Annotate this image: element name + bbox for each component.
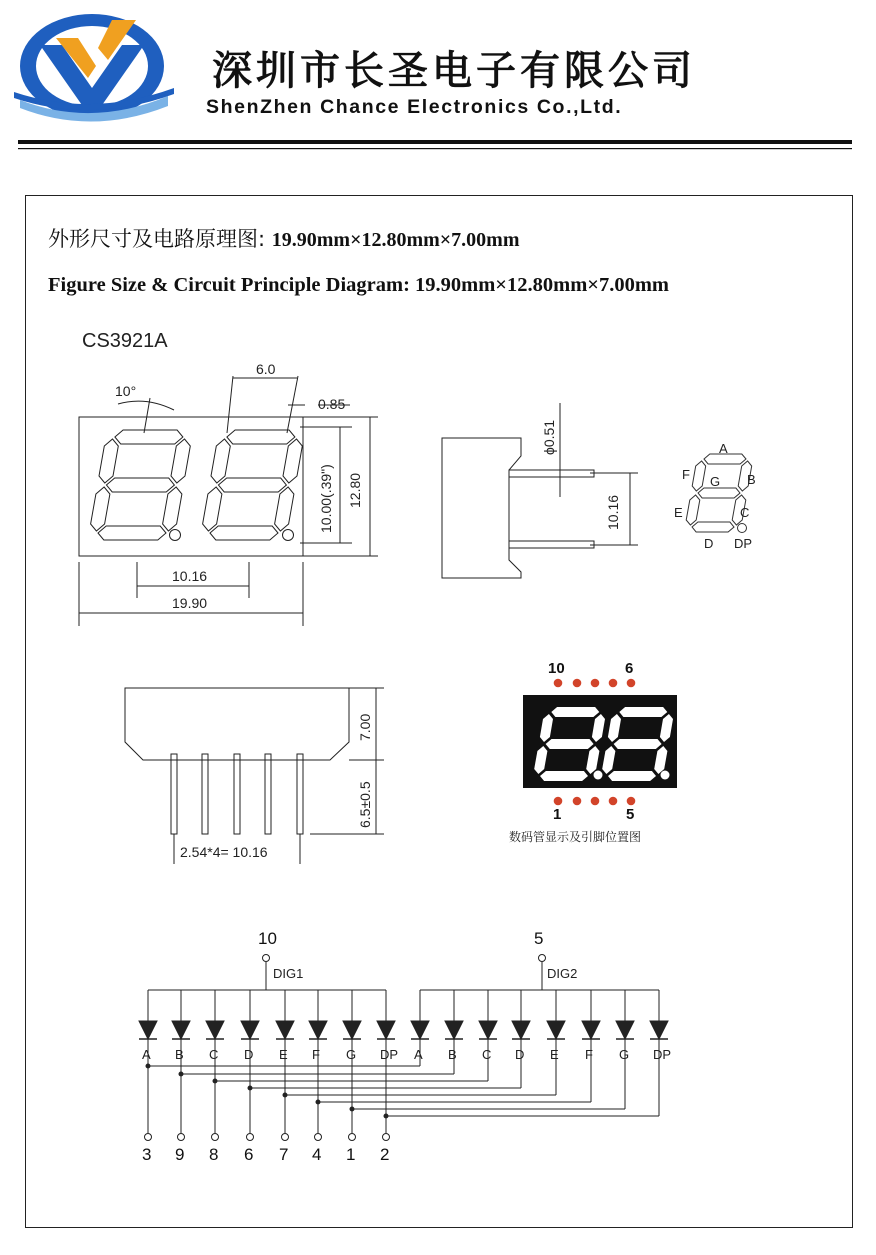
pin-label-10: 10 [548,660,565,677]
circuit-seg-label-2: B [175,1047,184,1062]
display-digit-1-segment-d [540,771,588,781]
circuit-seg-label-7: G [346,1047,357,1062]
diode-10 [445,1021,463,1039]
display-digit-2-segment-a [619,707,667,717]
seg-junction-6 [316,1100,320,1104]
bottom-body [125,688,349,760]
pin-terminal-8 [383,1134,390,1141]
display-digit-1-segment-g [546,739,594,749]
display-digit-2-segment-g [614,739,662,749]
segment-legend [686,454,752,532]
circuit-seg-label-15: G [619,1047,630,1062]
dim-overall-width: 19.90 [172,595,208,611]
front-digit-2-segment-f [211,439,230,483]
company-name-cn: 深圳市长圣电子有限公司 [212,48,696,94]
circuit-pin-number-5: 7 [279,1145,289,1164]
diode-5 [276,1021,294,1039]
circuit-seg-label-16: DP [653,1047,672,1062]
front-digit-1-segment-d [98,526,166,540]
side-pin-top [509,470,594,477]
seg-junction-1 [146,1064,150,1068]
pin-label-5: 5 [626,806,635,823]
display-digit-1-segment-a [551,707,599,717]
legend-segment-g [698,488,740,498]
diode-11 [479,1021,497,1039]
pin-dot-top-5 [627,679,636,688]
digit-outline-1 [91,430,191,540]
circuit-pin-number-6: 4 [312,1145,322,1164]
seg-junction-8 [384,1114,388,1118]
dig1-terminal [263,955,270,962]
side-body [442,438,521,578]
front-digit-2-segment-b [283,439,302,483]
dim-pin-diameter: ϕ0.51 [541,419,557,455]
dim-angle: 10° [115,383,137,399]
front-digit-2-segment-c [275,487,294,531]
pin-dot-bottom-4 [609,797,618,806]
circuit-bottom-pins [142,1145,389,1164]
dim-pin-length: 6.5±0.5 [357,781,373,828]
circuit-seg-label-6: F [312,1047,320,1062]
dim-body-height: 7.00 [357,713,373,741]
legend-label-f: F [682,467,690,482]
legend-label-dp: DP [734,536,753,551]
header-rule-thin [18,148,852,149]
pin-terminal-2 [178,1134,185,1141]
seg-junction-5 [283,1093,287,1097]
pin-dot-top-3 [591,679,600,688]
circuit-pin-5: 5 [534,929,544,948]
front-digit-1-segment-c [163,487,182,531]
pin-terminal-3 [212,1134,219,1141]
seg-junction-4 [248,1086,252,1090]
diode-4 [241,1021,259,1039]
header-rule-thick [18,140,852,144]
front-digit-1-segment-b [171,439,190,483]
pin-dot-top-2 [573,679,582,688]
legend-label-a: A [719,441,728,456]
pin-terminal-1 [145,1134,152,1141]
title-cn [48,227,520,251]
pin-dot-bottom-5 [627,797,636,806]
legend-label-c: C [740,505,750,520]
diode-14 [582,1021,600,1039]
company-logo [14,14,174,122]
title-cn-dims: 19.90mm×12.80mm×7.00mm [271,229,520,251]
pin-view-caption: 数码管显示及引脚位置图 [509,830,642,844]
pin-terminal-7 [349,1134,356,1141]
front-digit-2-segment-e [203,487,222,531]
diode-3 [206,1021,224,1039]
front-digit-1-segment-g [106,478,174,492]
circuit-seg-label-12: D [515,1047,525,1062]
legend-label-d: D [704,536,714,551]
circuit-pin-number-2: 9 [175,1145,185,1164]
pin-dot-bottom-1 [554,797,563,806]
circuit-seg-label-14: F [585,1047,593,1062]
diode-7 [343,1021,361,1039]
front-digit-2-segment-g [218,478,286,492]
front-dp-2 [283,530,294,541]
circuit-seg-label-11: C [482,1047,492,1062]
circuit-seg-label-3: C [209,1047,219,1062]
dig2-terminal [539,955,546,962]
display-dp-2 [661,771,670,780]
front-digit-1-segment-f [99,439,118,483]
diode-9 [411,1021,429,1039]
pin-dot-bottom-3 [591,797,600,806]
diode-2 [172,1021,190,1039]
part-number: CS3921A [82,330,168,352]
front-digit-1-segment-e [91,487,110,531]
side-pin-bottom [509,541,594,548]
dim-digit-height: 10.00(.39") [318,464,334,533]
legend-dp [738,524,747,533]
circuit-pin-10: 10 [258,929,277,948]
dim-pitch-front: 10.16 [172,568,208,584]
pin-dot-top-4 [609,679,618,688]
diode-16 [650,1021,668,1039]
legend-label-g: G [710,474,721,489]
seg-junction-7 [350,1107,354,1111]
circuit-seg-label-13: E [550,1047,559,1062]
front-body [79,417,303,556]
pin-terminal-4 [247,1134,254,1141]
legend-label-e: E [674,505,683,520]
legend-label-b: B [747,472,756,487]
circuit-pin-number-8: 2 [380,1145,390,1164]
pin-terminal-6 [315,1134,322,1141]
circuit-seg-label-10: B [448,1047,457,1062]
diode-8 [377,1021,395,1039]
circuit-pin-number-1: 3 [142,1145,152,1164]
circuit-seg-label-1: A [142,1047,151,1062]
dim-pin-pitch: 2.54*4= 10.16 [180,844,268,860]
seg-junction-3 [213,1079,217,1083]
legend-segment-d [692,522,734,532]
seg-junction-2 [179,1072,183,1076]
diode-13 [547,1021,565,1039]
pin-label-1: 1 [553,806,562,823]
dim-digit-width: 6.0 [256,361,276,377]
dim-dp-offset: 0.85 [318,396,346,412]
pin-dot-top-1 [554,679,563,688]
circuit-dig1-label: DIG1 [273,966,304,981]
pin-terminal-5 [282,1134,289,1141]
title-cn-prefix: 外形尺寸及电路原理图: [48,227,272,251]
legend-segment-f [692,461,706,491]
diode-6 [309,1021,327,1039]
display-dp-1 [594,771,603,780]
legend-segment-e [686,495,700,525]
display-digit-2-segment-d [608,771,656,781]
circuit-pin-number-3: 8 [209,1145,219,1164]
digit-outline-2 [203,430,303,540]
circuit-dig2-label: DIG2 [547,966,578,981]
dim-pin-spacing: 10.16 [605,494,621,530]
circuit-seg-label-9: A [414,1047,423,1062]
circuit-seg-label-8: DP [380,1047,399,1062]
front-digit-1-segment-a [115,430,183,444]
diode-12 [512,1021,530,1039]
circuit-seg-label-5: E [279,1047,288,1062]
front-digit-2-segment-d [210,526,278,540]
company-name-en: ShenZhen Chance Electronics Co.,Ltd. [206,96,623,118]
circuit-segment-labels [142,1047,671,1062]
bottom-view [125,688,384,864]
circuit-pin-number-7: 1 [346,1145,356,1164]
dim-overall-height: 12.80 [347,472,363,508]
circuit-seg-label-4: D [244,1047,254,1062]
side-view [442,403,638,578]
pin-dot-bottom-2 [573,797,582,806]
front-dp-1 [170,530,181,541]
front-digit-2-segment-a [227,430,295,444]
title-en: Figure Size & Circuit Principle Diagram: 19.90mm×12.80mm×7.00mm [48,274,669,296]
pin-label-6: 6 [625,660,634,677]
diode-15 [616,1021,634,1039]
circuit-pin-number-4: 6 [244,1145,254,1164]
diode-1 [139,1021,157,1039]
